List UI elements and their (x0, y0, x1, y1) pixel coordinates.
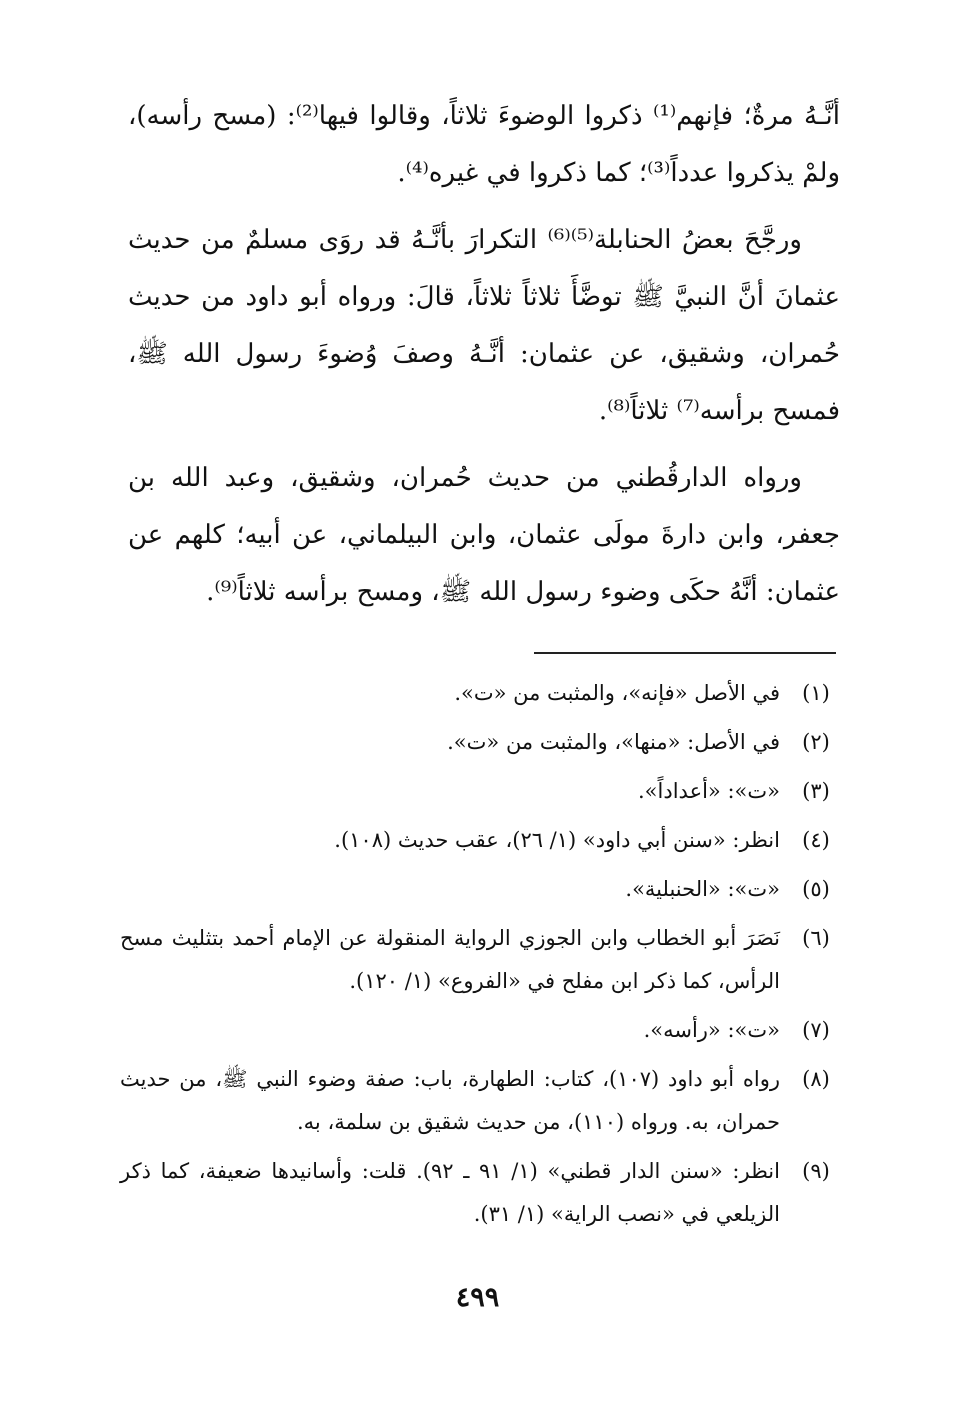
footnote (120, 1058, 838, 1144)
footnote-text: انظر: «سنن الدار قطني» (١/ ٩١ ـ ٩٢). قلت: وأسانيدها ضعيفة، كما ذكر الزيلعي في «نصب الراية» (١/ ٣١). (120, 1159, 780, 1226)
footnote-number: (١) (802, 681, 830, 705)
footnote-number: (٣) (802, 779, 830, 803)
footnote-text: «ت»: «رأسه». (643, 1018, 780, 1042)
footnote (120, 1009, 838, 1052)
footnote-text: في الأصل «فإنه»، والمثبت من «ت». (454, 681, 780, 705)
footnote-text: رواه أبو داود (١٠٧)، كتاب: الطهارة، باب: صفة وضوء النبي ﷺ، من حديث حمران، به. ورواه (١١٠)، من حديث شقيق بن سلمة، به. (120, 1067, 781, 1134)
footnote (120, 721, 838, 764)
paragraph: ورجَّحَ بعضُ الحنابلة⁽⁵⁾⁽⁶⁾ التكرارَ بأنَّـهُ قد روَى مسلمٌ من حديث عثمانَ أنَّ النبيَّ ﷺ توضَّأَ ثلاثاً ثلاثاً، قالَ: ورواه أبو داود من حديث حُمران، وشقيق، عن عثمان: أنَّـهُ وصفَ وُضوءَ رسول الله ﷺ، فمسح برأسه⁽⁷⁾ ثلاثاً⁽⁸⁾. (128, 225, 840, 426)
footnote (120, 770, 838, 813)
footnote-text: «ت»: «أعداداً». (638, 779, 780, 803)
paragraph: أنَّـهُ مرةٌ؛ فإنهم⁽¹⁾ ذكروا الوضوءَ ثلاثاً، وقالوا فيها⁽²⁾: (مسح رأسه)، ولمْ يذكروا عدداً⁽³⁾؛ كما ذكروا في غيره⁽⁴⁾. (128, 101, 841, 188)
page-number: ٤٩٩ (455, 1282, 500, 1313)
footnote-number: (٩) (802, 1159, 830, 1183)
footnote-text: نَصَرَ أبو الخطاب وابن الجوزي الرواية المنقولة عن الإمام أحمد بتثليث مسح الرأس، كما ذكر ابن مفلح في «الفروع» (١/ ١٢٠). (120, 926, 780, 993)
footnote-number: (٤) (802, 828, 830, 852)
footnote-text: انظر: «سنن أبي داود» (١/ ٢٦)، عقب حديث (١٠٨). (334, 828, 780, 852)
footnote-text: في الأصل: «منها»، والمثبت من «ت». (447, 730, 780, 754)
footnote (120, 1150, 838, 1236)
footnote-text: «ت»: «الحنبلية». (625, 877, 780, 901)
footnote-number: (٧) (802, 1018, 830, 1042)
footnote (120, 868, 838, 911)
footnote-number: (٥) (802, 877, 830, 901)
footnote (120, 672, 838, 715)
footnote-number: (٨) (802, 1067, 830, 1091)
footnote-number: (٢) (802, 730, 830, 754)
footnote-number: (٦) (802, 926, 830, 950)
footnote (120, 917, 838, 1003)
main-text (128, 88, 840, 621)
footnotes (120, 672, 838, 1242)
footnote-separator (534, 652, 836, 654)
footnote (120, 819, 838, 862)
paragraph: ورواه الدارقُطني من حديث حُمران، وشقيق، وعبد الله بن جعفر، وابن دارةَ مولَى عثمان، وابن البيلماني، عن أبيه؛ كلهم عن عثمان: أنَّهُ حكَى وضوء رسول الله ﷺ، ومسح برأسه ثلاثاً⁽⁹⁾. (128, 463, 840, 607)
